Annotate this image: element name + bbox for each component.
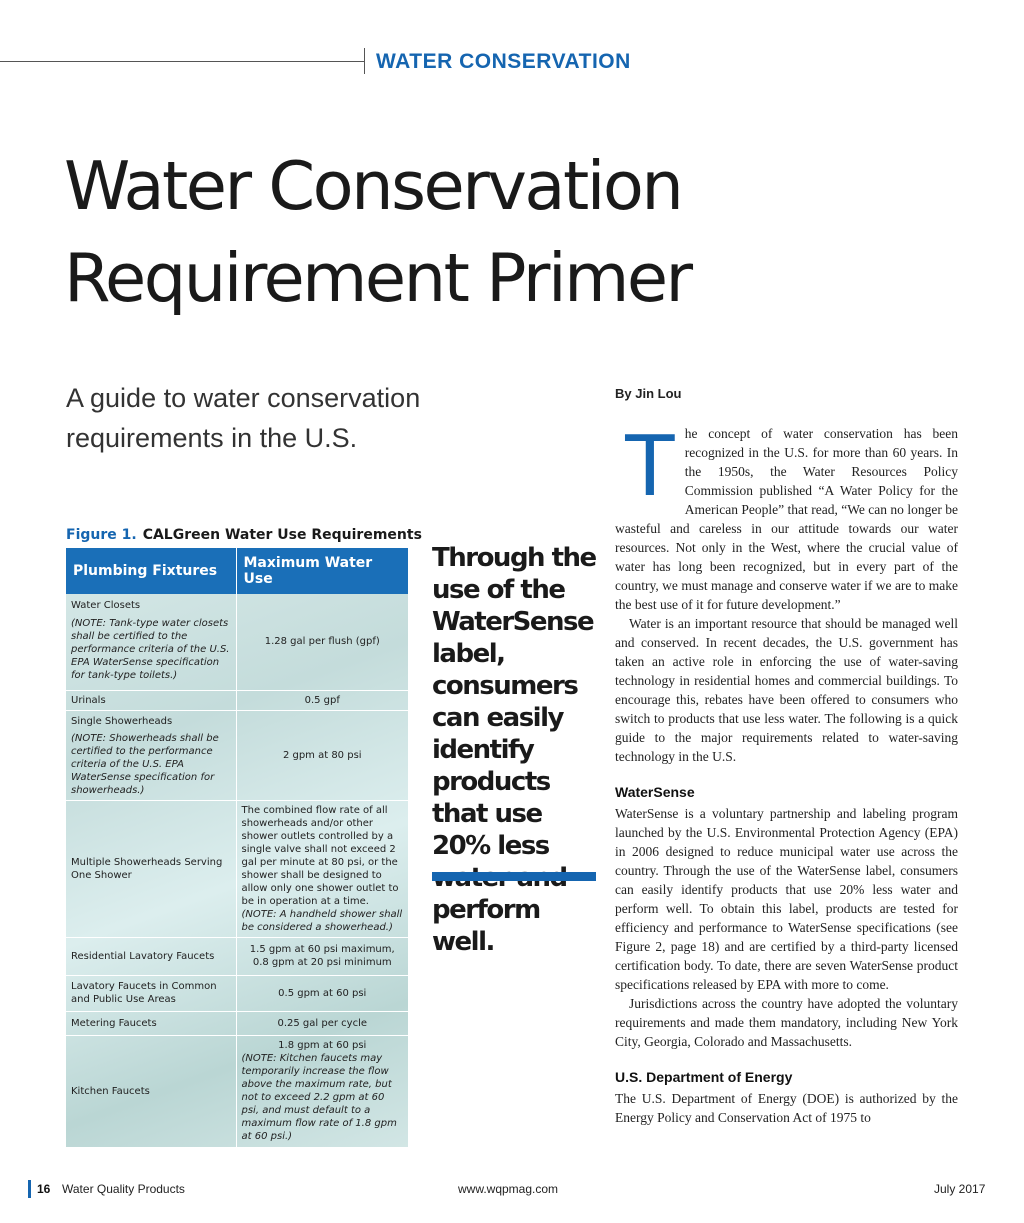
magazine-name: Water Quality Products [62, 1182, 185, 1196]
fixture-name: Metering Faucets [71, 1017, 157, 1029]
figure-number: Figure 1. [66, 527, 137, 543]
max-use-value: 1.8 gpm at 60 psi [278, 1040, 367, 1051]
pull-quote: Through the use of the WaterSense label, consumers can easily identify products that use 20% less perform well. [432, 543, 596, 957]
magazine-url: www.wqpmag.com [458, 1182, 559, 1196]
article-title [64, 140, 691, 324]
table-row [66, 937, 408, 975]
table-row [66, 1035, 408, 1147]
title-line-1: Water Conservation [64, 147, 682, 225]
fixture-name: Single Showerheads [71, 715, 173, 727]
figure-caption [66, 527, 422, 543]
max-use-value: 1.5 gpm at 60 psi maximum, 0.8 gpm at 20 psi minimum [249, 944, 395, 968]
max-use-note: (NOTE: A handheld shower shall be considered a showerhead.) [241, 908, 403, 933]
article-subtitle: A guide to water conservation requirements in the U.S. [66, 383, 421, 453]
footer-accent-bar [28, 1180, 31, 1198]
column-header-fixtures: Plumbing Fixtures [66, 548, 236, 594]
pull-quote-bar [432, 872, 596, 881]
max-use-value: 0.5 gpf [304, 694, 340, 706]
issue-date: July 2017 [934, 1182, 986, 1196]
column-header-max-use: Maximum Water Use [236, 548, 408, 594]
fixture-note: (NOTE: Tank-type water closets shall be certified to the performance criteria of the U.S. EPA WaterSense specification for tank-type toilets.) [71, 618, 230, 681]
paragraph-text: he concept of water conservation has been recognized in the U.S. for more than 60 years. In the 1950s, the Water Resources Policy Commission published “A Water Policy for the American People” that read, “We can no longer be wasteful and careless in our attitude towards our water resources. Not only in the West, where the crucial value of water has long been recognized, but in every part of the country, we must manage and conserve water if we are to make the best use of it for future development.” [615, 426, 958, 612]
figure-title: CALGreen Water Use Requirements [142, 527, 422, 543]
table-row [66, 710, 408, 800]
page-number: 16 [37, 1182, 51, 1196]
fixture-name: Water Closets [71, 600, 141, 611]
header-rule-tick [364, 48, 365, 74]
fixture-name: Lavatory Faucets in Common and Public Use Areas [71, 981, 217, 1005]
byline: By Jin Lou [615, 386, 682, 401]
drop-cap: T [623, 415, 677, 514]
fixture-name: Residential Lavatory Faucets [71, 950, 215, 962]
table-row [66, 800, 408, 937]
max-use-value: 0.25 gal per cycle [277, 1017, 367, 1029]
max-use-value: 2 gpm at 80 psi [282, 749, 362, 761]
paragraph: The U.S. Department of Energy (DOE) is authorized by the Energy Policy and Conservation Act of 1975 to [615, 1091, 958, 1125]
section-label: WATER CONSERVATION [376, 50, 631, 73]
table-row [66, 1011, 408, 1035]
table-row [66, 690, 408, 710]
header-rule [0, 61, 365, 62]
max-use-note: (NOTE: Kitchen faucets may temporarily increase the flow above the maximum rate, but not to exceed 2.2 gpm at 60 psi, and must default to a maximum flow rate of 1.8 gpm at 60 psi.) [241, 1053, 397, 1142]
paragraph: WaterSense is a voluntary partnership and labeling program launched by the U.S. Environmental Protection Agency (EPA) in 2006 designed to reduce municipal water use across the country. Through the use of the WaterSense label, consumers can easily identify products that use 20% less water and perform well. To obtain this label, products are tested for efficiency and performance to WaterSense specifications (see Figure 2, page 18) and are certified by a third-party licensed certification body. To date, there are seven WaterSense product specifications released by EPA with more to come. [615, 806, 958, 992]
title-line-2: Requirement Primer [64, 239, 691, 317]
table-row [66, 975, 408, 1011]
figure-table-wrap [66, 548, 408, 1148]
article-body [615, 415, 958, 1127]
paragraph [615, 415, 958, 614]
max-use-value: 0.5 gpm at 60 psi [278, 987, 367, 999]
max-use-value: The combined flow rate of all showerheads and/or other shower outlets controlled by a single valve shall not exceed 2 gal per minute at 80 psi, or the shower shall be designed to allow only one shower outlet to be in operation at a time. [241, 804, 399, 907]
subheading-doe: U.S. Department of Energy [615, 1069, 793, 1085]
fixture-name: Urinals [71, 694, 106, 706]
max-use-value: 1.28 gal per flush (gpf) [264, 636, 380, 648]
water-use-table [66, 548, 408, 1148]
paragraph: Jurisdictions across the country have adopted the voluntary requirements and made them mandatory, including New York City, Georgia, Colorado and Massachusetts. [615, 996, 958, 1049]
fixture-note: (NOTE: Showerheads shall be certified to the performance criteria of the U.S. EPA WaterSense specification for showerheads.) [71, 732, 219, 796]
table-row [66, 594, 408, 690]
subheading-watersense: WaterSense [615, 784, 695, 800]
paragraph: Water is an important resource that should be managed well and conserved. In recent decades, the U.S. government has taken an active role in enforcing the use of water-saving technology in residential homes and commercial buildings. To encourage this, rebates have been offered to consumers who switch to products that use less water. The following is a quick guide to the major requirements related to water-saving technology in the U.S. [615, 616, 958, 764]
fixture-name: Multiple Showerheads Serving One Shower [71, 856, 223, 881]
fixture-name: Kitchen Faucets [71, 1085, 150, 1097]
